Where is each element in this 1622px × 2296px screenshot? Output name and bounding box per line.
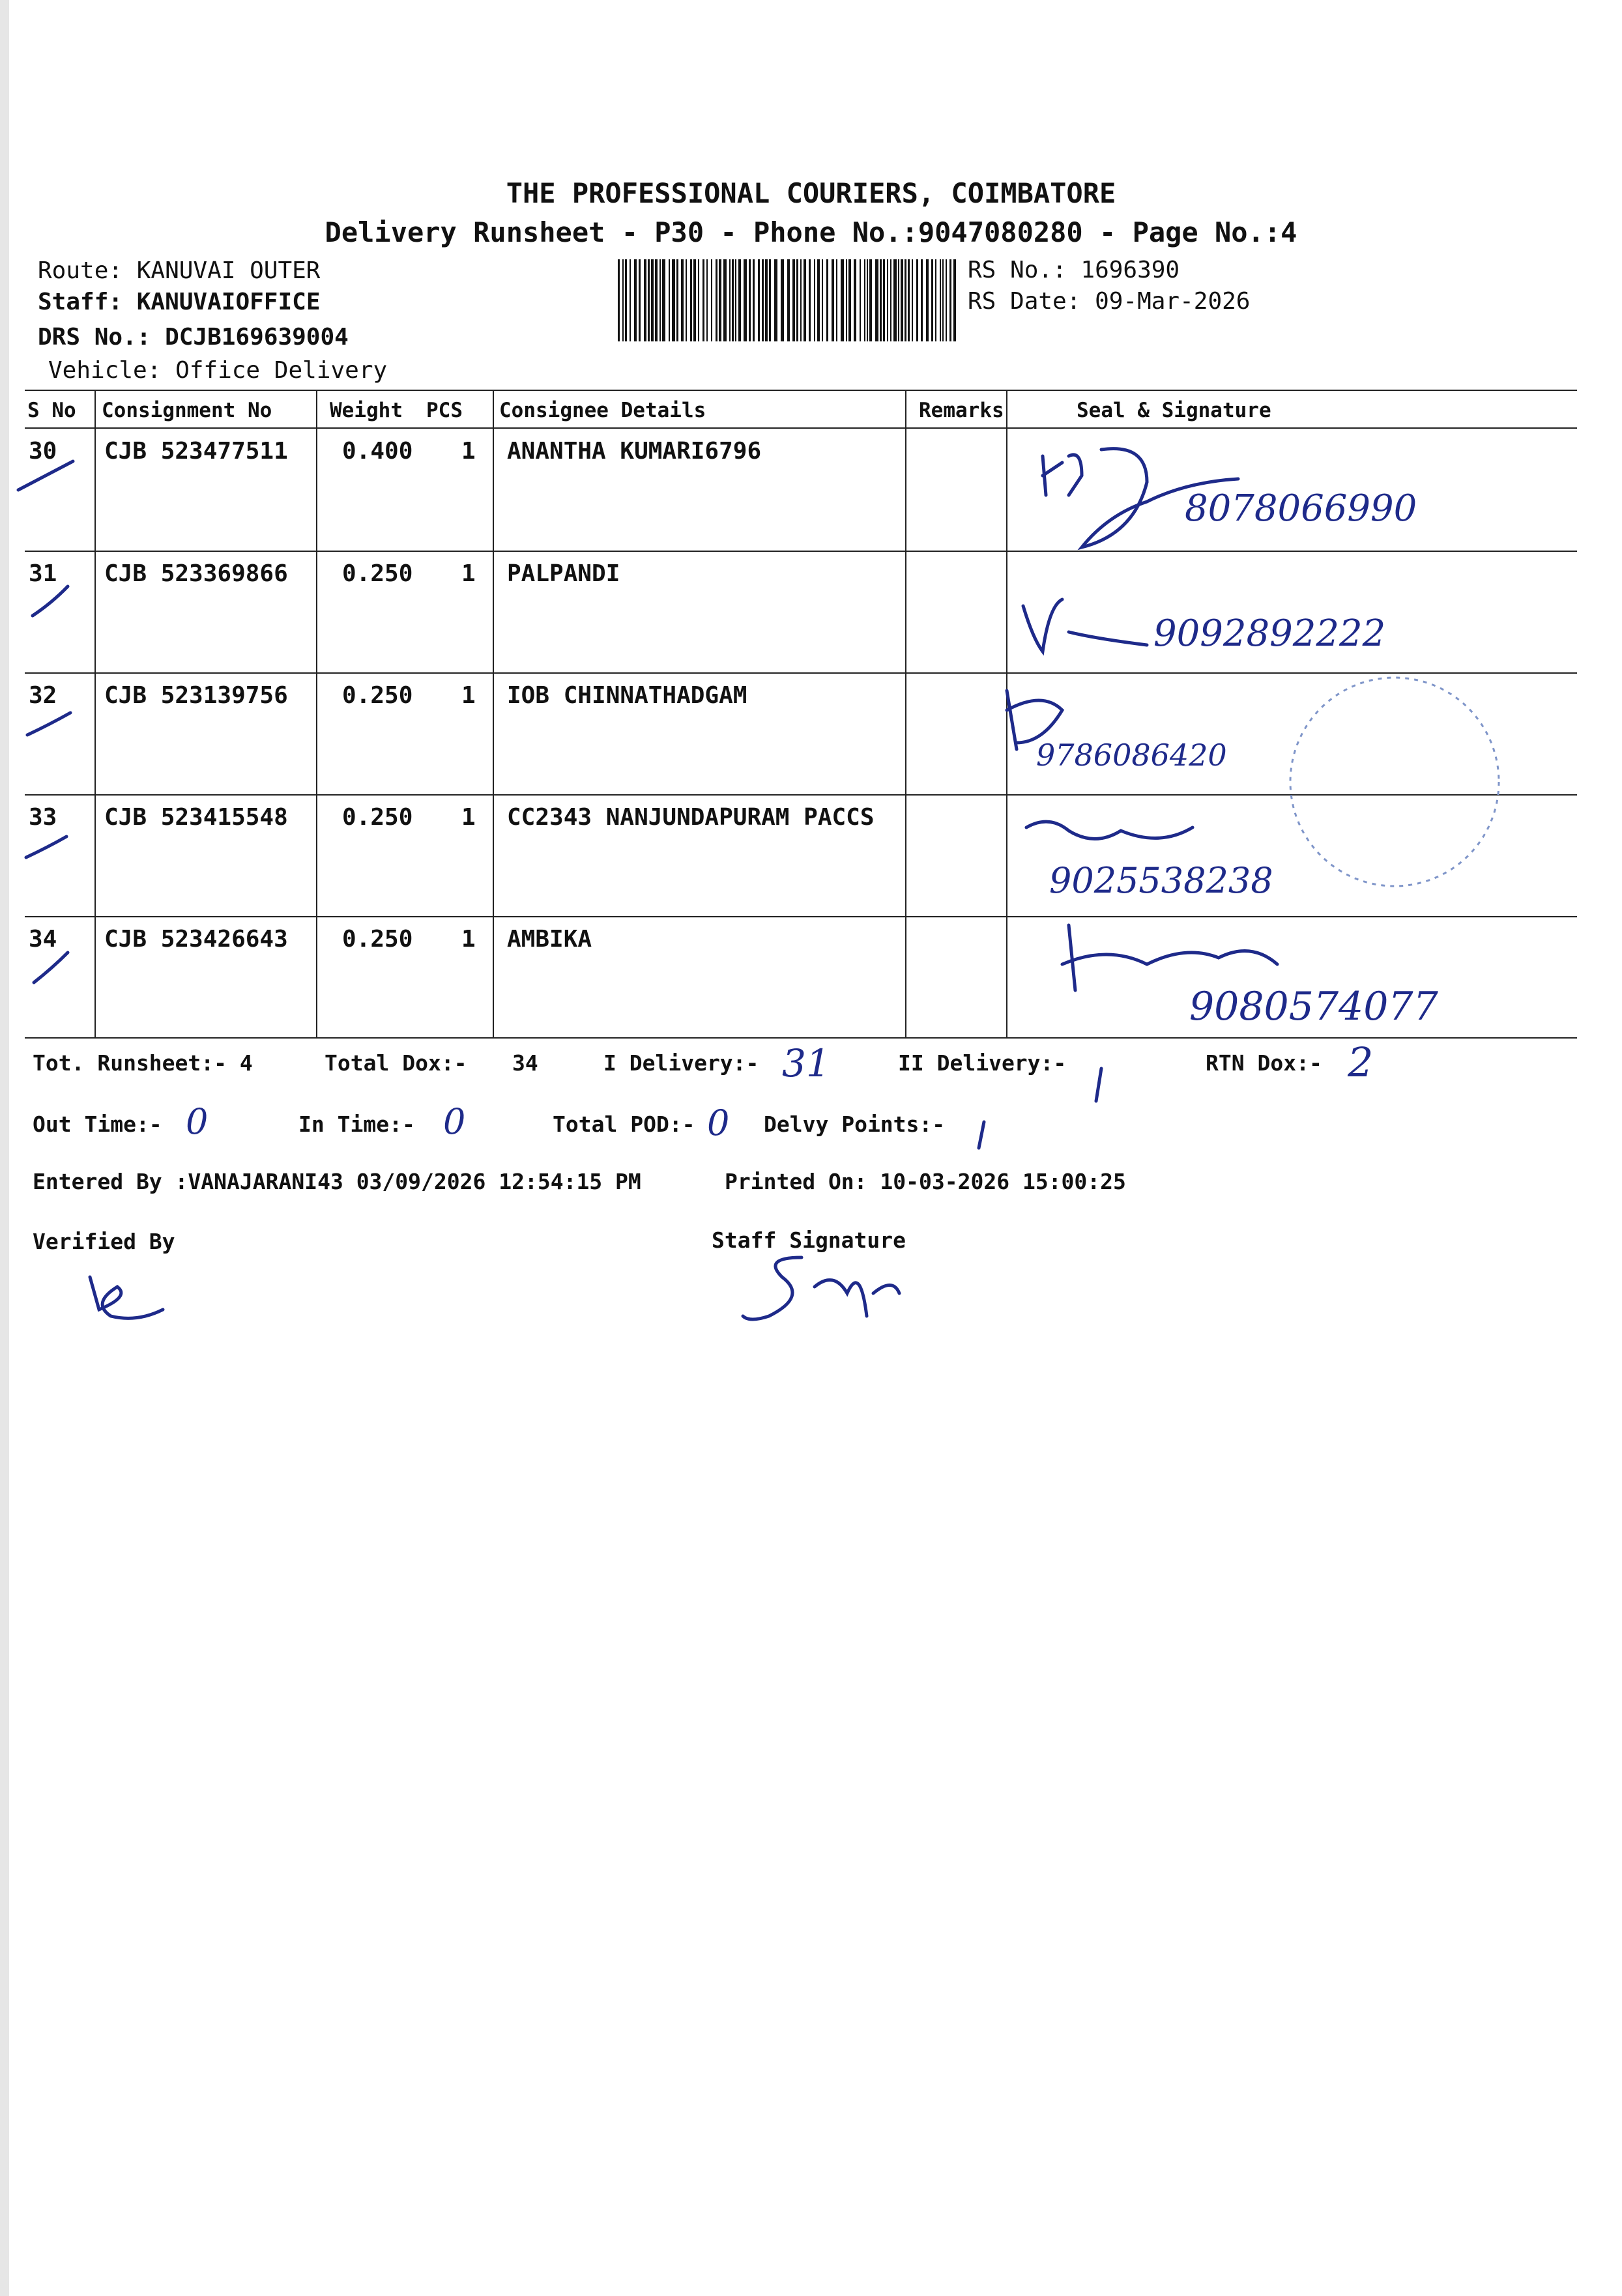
handwritten-phone: 9025538238 bbox=[1049, 860, 1273, 901]
staff-signature-label: Staff Signature bbox=[712, 1227, 906, 1253]
handwritten-phone: 9092892222 bbox=[1153, 612, 1386, 655]
col-header-pcs: PCS bbox=[426, 399, 463, 422]
total-pod-label: Total POD:- bbox=[553, 1112, 695, 1137]
ii-delivery-label: II Delivery:- bbox=[898, 1050, 1067, 1076]
cell-consignment: CJB 523426643 bbox=[104, 926, 288, 953]
cell-consignment: CJB 523369866 bbox=[104, 560, 288, 587]
cell-pcs: 1 bbox=[461, 438, 476, 465]
cell-consignee: AMBIKA bbox=[507, 926, 592, 953]
i-delivery-label: I Delivery:- bbox=[603, 1050, 759, 1076]
total-dox-value: 34 bbox=[512, 1050, 538, 1076]
signature-scribble bbox=[1062, 925, 1277, 990]
total-dox-label: Total Dox:- bbox=[325, 1050, 467, 1076]
cell-consignment: CJB 523139756 bbox=[104, 682, 288, 709]
out-time-value: 0 bbox=[186, 1101, 209, 1142]
rtn-dox-label: RTN Dox:- bbox=[1206, 1050, 1322, 1076]
signature-scribble bbox=[979, 1122, 984, 1148]
cell-weight: 0.250 bbox=[342, 926, 413, 953]
entered-by: Entered By :VANAJARANI43 03/09/2026 12:54:15 PM bbox=[33, 1169, 641, 1194]
in-time-label: In Time:- bbox=[298, 1112, 415, 1137]
cell-consignee: CC2343 NANJUNDAPURAM PACCS bbox=[507, 804, 875, 831]
verified-signature bbox=[90, 1277, 163, 1318]
cell-consignment: CJB 523415548 bbox=[104, 804, 288, 831]
cell-weight: 0.400 bbox=[342, 438, 413, 465]
col-header-consignee: Consignee Details bbox=[499, 399, 706, 422]
i-delivery-value: 31 bbox=[782, 1041, 830, 1085]
col-header-consignment: Consignment No bbox=[102, 399, 272, 422]
cell-pcs: 1 bbox=[461, 926, 476, 953]
staff-label: Staff: bbox=[38, 289, 123, 315]
cell-sno: 34 bbox=[29, 926, 57, 953]
rtn-dox-value: 2 bbox=[1348, 1039, 1374, 1086]
staff-signature bbox=[743, 1257, 899, 1319]
signature-scribble bbox=[1007, 691, 1062, 749]
cell-sno: 33 bbox=[29, 804, 57, 831]
tick-mark bbox=[27, 713, 70, 735]
handwritten-phone: 8078066990 bbox=[1185, 487, 1417, 530]
tick-mark bbox=[33, 586, 68, 616]
signature-scribble bbox=[1043, 449, 1238, 547]
total-pod-value: 0 bbox=[707, 1102, 730, 1143]
cell-pcs: 1 bbox=[461, 682, 476, 709]
tick-mark bbox=[26, 837, 66, 857]
col-header-remarks: Remarks bbox=[919, 399, 1004, 422]
col-header-seal-signature: Seal & Signature bbox=[1077, 399, 1271, 422]
delvy-points-label: Delvy Points:- bbox=[764, 1112, 946, 1137]
runsheet-subtitle: Delivery Runsheet - P30 - Phone No.:9047080280 - Page No.:4 bbox=[325, 216, 1297, 248]
rs-date: RS Date: 09-Mar-2026 bbox=[968, 288, 1251, 315]
cell-consignee: PALPANDI bbox=[507, 560, 620, 587]
cell-pcs: 1 bbox=[461, 560, 476, 587]
drs-number: DRS No.: DCJB169639004 bbox=[38, 324, 349, 351]
handwritten-phone: 9080574077 bbox=[1189, 984, 1438, 1029]
cell-consignee: IOB CHINNATHADGAM bbox=[507, 682, 747, 709]
col-header-sno: S No bbox=[27, 399, 76, 422]
signature-scribble bbox=[1023, 599, 1147, 652]
signature-scribble bbox=[1096, 1069, 1101, 1101]
route-text: Route: KANUVAI OUTER bbox=[38, 257, 321, 284]
verified-by-label: Verified By bbox=[33, 1229, 175, 1254]
signature-scribble bbox=[1026, 822, 1193, 839]
cell-weight: 0.250 bbox=[342, 682, 413, 709]
stamp-circle bbox=[1290, 678, 1499, 886]
rs-number: RS No.: 1696390 bbox=[968, 257, 1180, 283]
cell-sno: 32 bbox=[29, 682, 57, 709]
cell-consignment: CJB 523477511 bbox=[104, 438, 288, 465]
tot-runsheet: Tot. Runsheet:- 4 bbox=[33, 1050, 253, 1076]
vehicle-text: Vehicle: Office Delivery bbox=[48, 357, 388, 384]
cell-weight: 0.250 bbox=[342, 804, 413, 831]
staff-value: KANUVAIOFFICE bbox=[136, 289, 321, 315]
cell-weight: 0.250 bbox=[342, 560, 413, 587]
in-time-value: 0 bbox=[443, 1101, 466, 1142]
printed-on: Printed On: 10-03-2026 15:00:25 bbox=[725, 1169, 1126, 1194]
cell-pcs: 1 bbox=[461, 804, 476, 831]
company-title: THE PROFESSIONAL COURIERS, COIMBATORE bbox=[506, 177, 1116, 209]
tick-mark bbox=[34, 953, 68, 983]
tick-mark bbox=[18, 461, 73, 490]
handwritten-phone: 9786086420 bbox=[1036, 738, 1227, 773]
col-header-weight: Weight bbox=[330, 399, 403, 422]
cell-sno: 31 bbox=[29, 560, 57, 587]
out-time-label: Out Time:- bbox=[33, 1112, 162, 1137]
cell-consignee: ANANTHA KUMARI6796 bbox=[507, 438, 762, 465]
cell-sno: 30 bbox=[29, 438, 57, 465]
